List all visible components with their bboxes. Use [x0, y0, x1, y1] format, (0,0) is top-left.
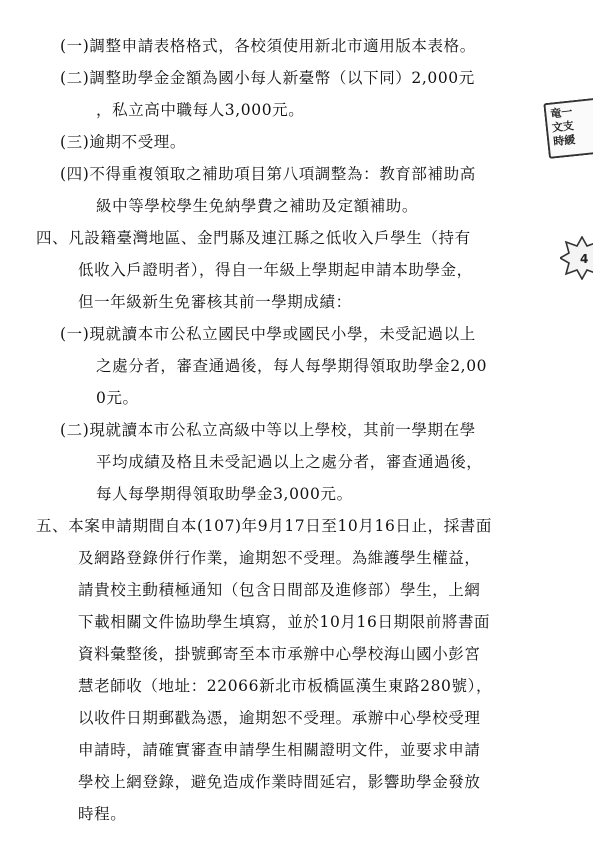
text-line: 五、本案申請期間自本(107)年9月17日至10月16日止，採書面 [36, 517, 493, 535]
seal-stamp [543, 97, 593, 159]
text-line: 及網路登錄併行作業，逾期恕不受理。為維護學生權益， [78, 549, 481, 567]
text-line: 下載相關文件協助學生填寫，並於10月16日期限前將書面 [78, 613, 491, 631]
text-line: (一)調整申請表格格式，各校須使用新北市適用版本表格。 [60, 37, 476, 55]
text-line: (二)調整助學金金額為國小每人新臺幣（以下同）2,000元 [60, 69, 475, 87]
text-line: (四)不得重複領取之補助項目第八項調整為：教育部補助高 [60, 165, 476, 183]
text-line: 時程。 [78, 805, 127, 823]
seal-text: 文支 [551, 119, 575, 135]
text-line: 慧老師收（地址：22066新北市板橋區漢生東路280號）， [78, 677, 493, 695]
text-line: (二)現就讀本市公私立高級中等以上學校，其前一學期在學 [60, 421, 476, 439]
seal-star-icon [560, 236, 593, 280]
text-line: 申請時，請確實審查申請學生相關證明文件，並要求申請 [78, 741, 481, 759]
text-line: 請貴校主動積極通知（包含日間部及進修部）學生，上網 [78, 581, 481, 599]
seal-text: 竜一 [549, 105, 573, 121]
text-line: 資料彙整後，掛號郵寄至本市承辦中心學校海山國小彭宮 [78, 645, 481, 663]
text-line: ，私立高中職每人3,000元。 [96, 101, 305, 119]
text-line: 0元。 [96, 389, 139, 407]
text-line: 四、凡設籍臺灣地區、金門縣及連江縣之低收入戶學生（持有 [36, 229, 471, 247]
text-line: 低收入戶證明者），得自一年級上學期起申請本助學金， [78, 261, 473, 279]
text-line: (三)逾期不受理。 [60, 133, 186, 151]
text-line: 以收件日期郵戳為憑，逾期恕不受理。承辦中心學校受理 [78, 709, 481, 727]
text-line: 之處分者，審查通過後，每人每學期得領取助學金2,00 [96, 357, 488, 375]
seal-text: 時緩 [552, 133, 576, 149]
text-line: 學校上網登錄，避免造成作業時間延宕，影響助學金發放 [78, 773, 481, 791]
text-line: (一)現就讀本市公私立國民中學或國民小學，未受記過以上 [60, 325, 476, 343]
seal-star-label: 4 [580, 252, 589, 266]
text-line: 但一年級新生免審核其前一學期成績： [78, 293, 352, 311]
text-line: 每人每學期得領取助學金3,000元。 [96, 485, 353, 503]
text-line: 平均成績及格且未受記過以上之處分者，審查通過後， [96, 453, 483, 471]
text-line: 級中等學校學生免納學費之補助及定額補助。 [96, 197, 419, 215]
